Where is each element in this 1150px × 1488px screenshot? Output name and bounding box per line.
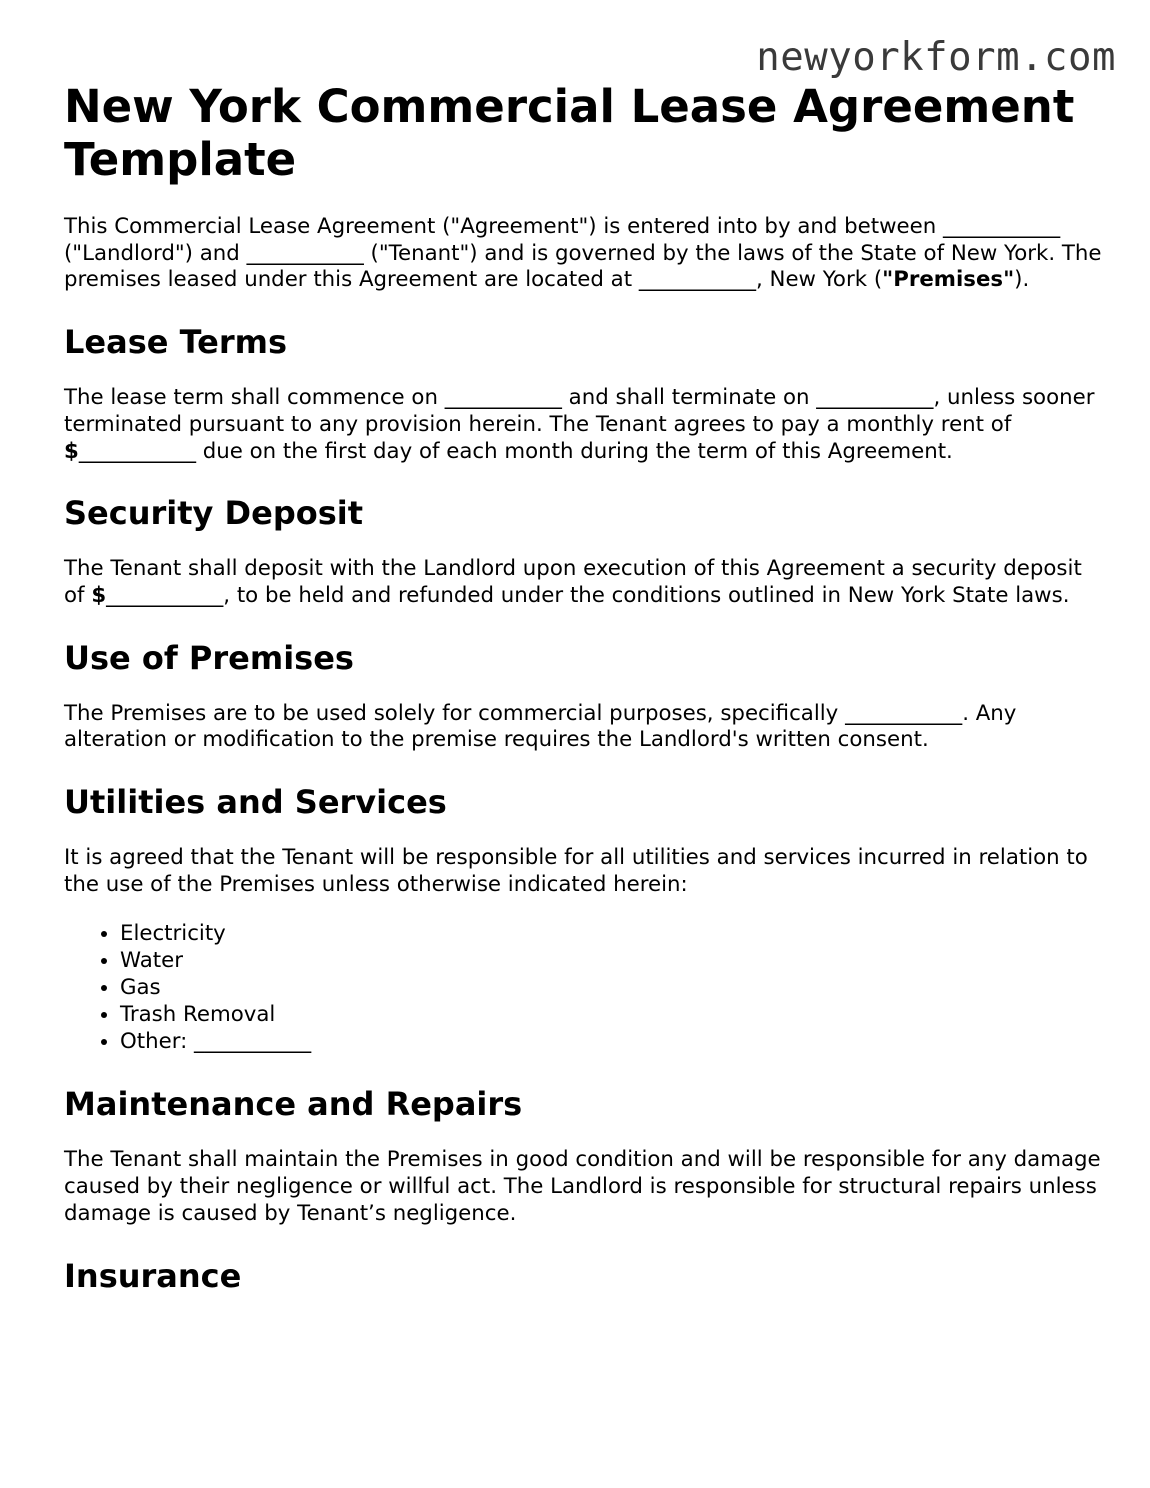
commence-date-blank: ___________ <box>444 385 562 411</box>
list-item: • Trash Removal <box>120 1002 1104 1029</box>
intro-text-5: ). <box>1014 267 1030 293</box>
utilities-paragraph: It is agreed that the Tenant will be responsible for all utilities and services incurred in relation to the use of the Premises unless otherwise indicated herein: <box>64 845 1088 897</box>
list-item: • Gas <box>120 975 1104 1002</box>
premises-defined-term: "Premises" <box>882 267 1015 293</box>
intro-text-2: ("Landlord") and <box>64 240 247 266</box>
lease-terms-text-3: , unless sooner terminated pursuant to any provision herein. The Tenant agrees to pay a monthly rent of <box>64 385 1095 437</box>
security-deposit-heading: Security Deposit <box>64 494 364 533</box>
intro-text-4: , New York ( <box>755 267 883 293</box>
tenant-blank: ___________ <box>246 240 364 266</box>
document-body <box>64 80 1104 1319</box>
rent-dollar-sign: $ <box>64 438 79 464</box>
document-title: New York Commercial Lease Agreement Template <box>64 80 1075 186</box>
security-deposit-text-1: The Tenant shall deposit with the Landlord upon execution of this Agreement a security deposit of <box>64 556 1082 608</box>
intro-paragraph <box>64 214 1104 294</box>
monthly-rent-blank: ___________ <box>78 438 196 464</box>
purpose-blank: ___________ <box>845 700 963 726</box>
deposit-amount-blank: ___________ <box>106 582 224 608</box>
use-of-premises-heading: Use of Premises <box>64 638 354 677</box>
intro-text-1: This Commercial Lease Agreement ("Agreement") is entered into by and between <box>64 214 944 239</box>
maintenance-heading: Maintenance and Repairs <box>64 1085 523 1124</box>
security-deposit-text-2: , to be held and refunded under the conditions outlined in New York State laws. <box>223 582 1070 608</box>
maintenance-paragraph: The Tenant shall maintain the Premises in good condition and will be responsible for any damage caused by their negligence or willful act. The Landlord is responsible for structural repairs unless damage is caused by Tenant’s negligence. <box>64 1147 1101 1226</box>
list-item: • Water <box>120 948 1104 975</box>
use-of-premises-text-2: . Any alteration or modification to the premise requires the Landlord's written consent. <box>64 700 1017 753</box>
lease-terms-paragraph <box>64 385 1104 465</box>
location-blank: ___________ <box>638 267 756 293</box>
list-item: • Other: ___________ <box>120 1029 1104 1056</box>
lease-terms-text-4: due on the first day of each month during the term of this Agreement. <box>195 438 953 464</box>
site-watermark: newyorkform.com <box>756 35 1116 80</box>
deposit-dollar-sign: $ <box>91 582 107 608</box>
terminate-date-blank: ___________ <box>816 385 934 411</box>
landlord-blank: ___________ <box>943 214 1061 239</box>
utilities-list <box>64 921 1104 1055</box>
utilities-heading: Utilities and Services <box>64 783 447 822</box>
use-of-premises-text-1: The Premises are to be used solely for commercial purposes, specifically <box>64 700 846 726</box>
intro-text-3: ("Tenant") and is governed by the laws of the State of New York. The premises leased under this Agreement are located at <box>64 240 1102 293</box>
lease-terms-text-1: The lease term shall commence on <box>64 385 445 411</box>
lease-terms-text-2: and shall terminate on <box>561 385 817 411</box>
list-item: • Electricity <box>120 921 1104 948</box>
insurance-heading: Insurance <box>64 1256 242 1295</box>
lease-terms-heading: Lease Terms <box>64 323 288 362</box>
security-deposit-paragraph <box>64 556 1104 609</box>
use-of-premises-paragraph <box>64 701 1104 754</box>
